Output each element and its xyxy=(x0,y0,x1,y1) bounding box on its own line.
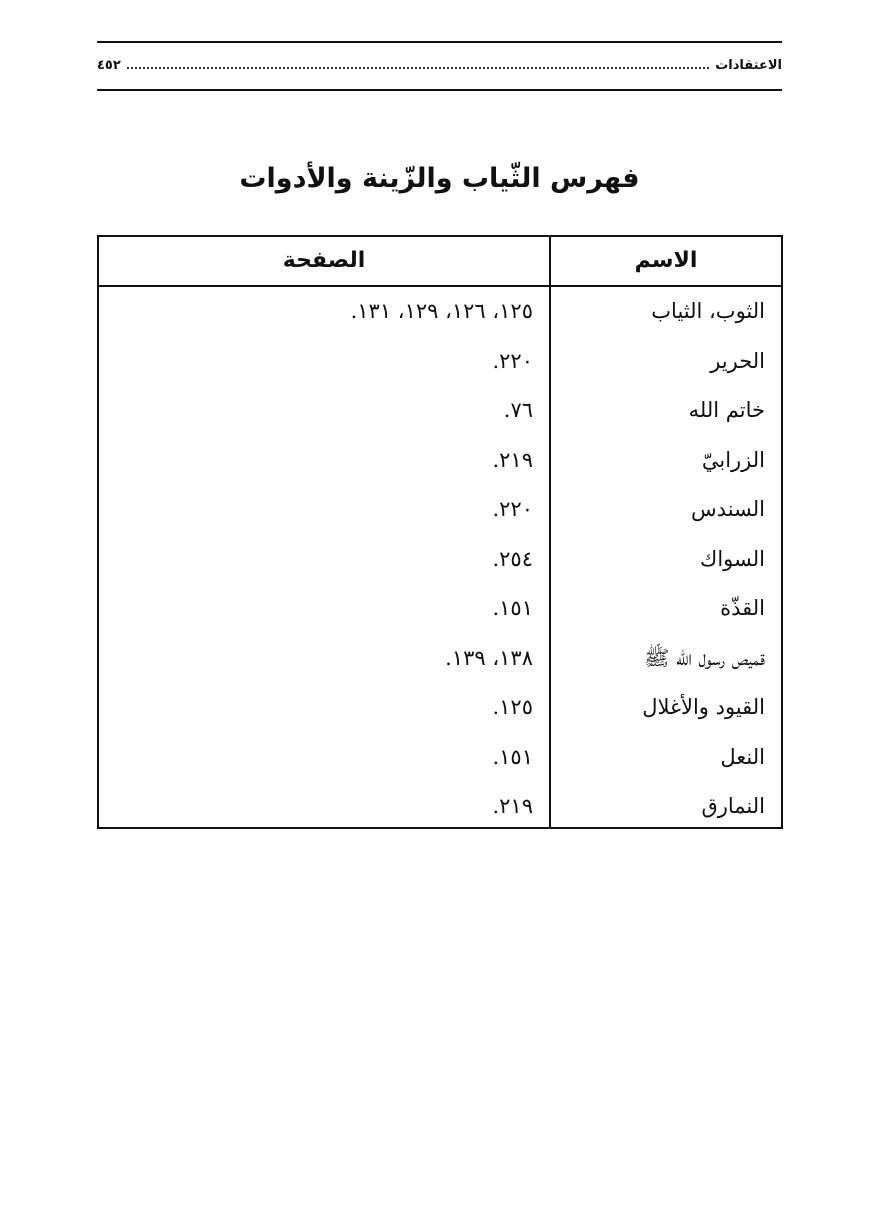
entry-name: الحرير xyxy=(710,348,765,373)
entry-name: السندس xyxy=(691,497,765,521)
entry-name: السواك xyxy=(700,546,765,571)
header-dot-leader xyxy=(127,67,709,69)
table-body xyxy=(99,287,781,832)
table-row xyxy=(99,535,781,585)
running-header xyxy=(97,52,782,78)
table-row xyxy=(99,386,781,436)
table-row xyxy=(99,733,781,783)
entry-pages: ٢٢٠. xyxy=(492,348,533,373)
running-title: الاعتقادات xyxy=(715,57,782,73)
column-header-name: الاسم xyxy=(634,248,698,273)
entry-pages: ١٥١. xyxy=(492,596,533,620)
column-header-pages: الصفحة xyxy=(282,248,366,273)
index-title: فهرس الثّياب والزّينة والأدوات xyxy=(239,163,640,194)
table-row xyxy=(99,436,781,486)
table-row xyxy=(99,782,781,832)
entry-pages: ١٢٥، ١٢٦، ١٢٩، ١٣١. xyxy=(350,299,533,323)
index-table xyxy=(97,235,783,829)
entry-name: النمارق xyxy=(701,794,765,818)
entry-name: خاتم الله xyxy=(688,398,765,422)
header-bottom-rule xyxy=(97,89,782,91)
table-row xyxy=(99,634,781,684)
entry-name: القذّة xyxy=(720,596,765,620)
entry-name: الثوب، الثياب xyxy=(651,299,765,323)
table-row xyxy=(99,584,781,634)
entry-pages: ٢٥٤. xyxy=(492,546,533,571)
entry-pages: ٢٢٠. xyxy=(492,497,533,521)
entry-pages: ١٣٨، ١٣٩. xyxy=(445,645,533,670)
entry-pages: ١٢٥. xyxy=(492,695,533,719)
entry-pages: ٧٦. xyxy=(503,398,533,422)
entry-name: قميص رسول الله ﷺ xyxy=(644,645,765,670)
page-number: ٤٥٢ xyxy=(97,57,121,73)
entry-name: النعل xyxy=(720,744,765,769)
table-row xyxy=(99,485,781,535)
entry-name: الزرابيّ xyxy=(701,447,765,472)
table-row xyxy=(99,287,781,337)
entry-pages: ١٥١. xyxy=(492,744,533,769)
entry-pages: ٢١٩. xyxy=(492,447,533,472)
entry-pages: ٢١٩. xyxy=(492,794,533,818)
header-top-rule xyxy=(97,41,782,43)
table-row xyxy=(99,683,781,733)
table-row xyxy=(99,337,781,387)
table-header-row xyxy=(99,237,781,287)
entry-name: القيود والأغلال xyxy=(642,695,765,719)
